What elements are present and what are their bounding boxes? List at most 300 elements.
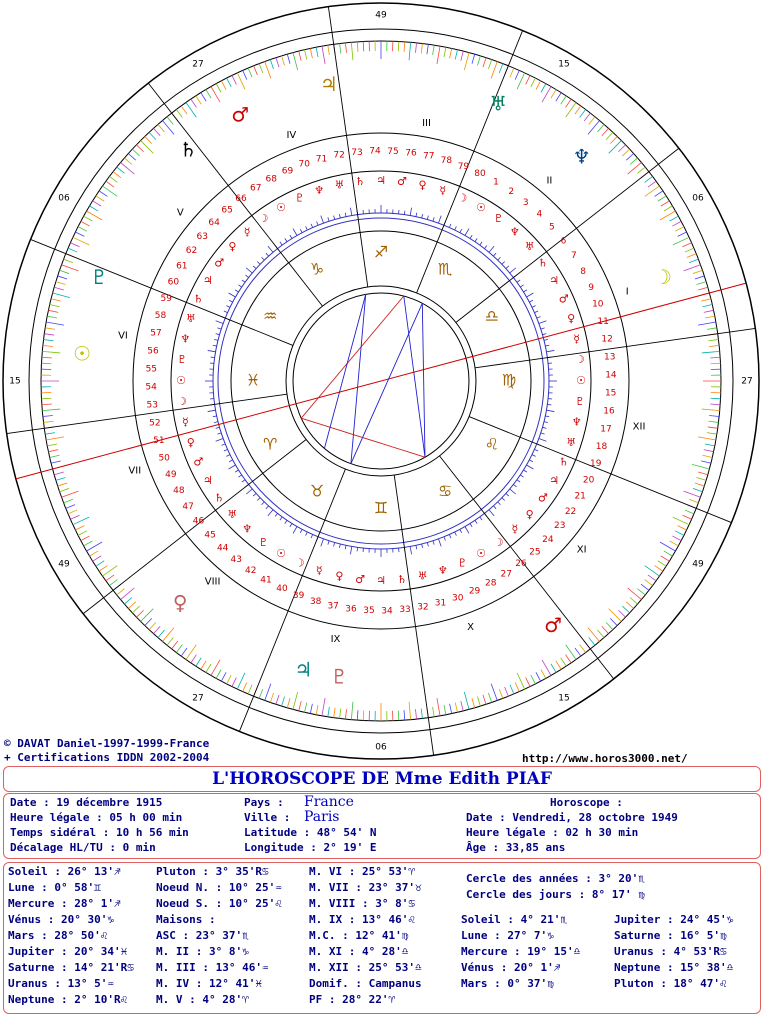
degree-tick (44, 334, 54, 335)
degree-tick (172, 641, 178, 649)
degree-tick (444, 47, 446, 57)
degree-tick (472, 54, 475, 64)
age-number: 67 (250, 183, 262, 194)
zodiac-sign-icon: ♉ (309, 481, 325, 501)
degree-tick (42, 404, 52, 405)
transit-planet-icon: ♂ (544, 613, 563, 638)
degree-tick (541, 84, 546, 93)
degree-tick (670, 216, 679, 221)
degree-tick (47, 444, 57, 446)
inner-tick (449, 534, 451, 538)
degree-tick (351, 702, 353, 720)
degree-tick (299, 701, 301, 711)
degree-tick (81, 221, 90, 226)
age-number: 73 (351, 147, 363, 158)
degree-tick (270, 60, 273, 69)
natal2-line: ASC : 23° 37'♏ (156, 929, 249, 942)
degree-tick (276, 58, 279, 68)
inner-tick (262, 257, 265, 260)
zodiac-sign-icon: ♍ (501, 370, 517, 390)
degree-tick (658, 196, 666, 201)
country-label: Pays : (244, 796, 284, 809)
site-url[interactable]: http://www.horos3000.net/ (522, 752, 688, 765)
degree-tick (678, 526, 687, 530)
degree-tick (45, 328, 55, 330)
degree-tick (282, 697, 285, 707)
age-number: 11 (597, 316, 609, 327)
house-label: III (422, 117, 431, 129)
degree-tick (588, 121, 600, 135)
degree-tick (678, 232, 687, 236)
age-number: 25 (529, 547, 541, 558)
degree-tick (588, 628, 600, 642)
age-number: 74 (369, 146, 381, 157)
inner-tick (449, 224, 451, 228)
transit-planet-icon: ♆ (572, 144, 591, 169)
progression-glyph-icon: ♃ (549, 474, 560, 487)
transit-age: Âge : 33,85 ans (466, 841, 566, 854)
degree-tick (75, 232, 84, 236)
degree-tick (113, 172, 121, 178)
age-number: 1 (493, 177, 499, 188)
progression-glyph-icon: ♀ (418, 178, 427, 192)
aspect-line (301, 418, 425, 457)
inner-tick (544, 422, 548, 423)
degree-tick (201, 661, 206, 669)
inner-tick (229, 465, 236, 469)
inner-tick (217, 433, 221, 434)
inner-tick (350, 546, 351, 554)
inner-tick (465, 229, 469, 236)
age-number: 7 (571, 251, 577, 262)
degree-tick (136, 610, 143, 617)
natal-line: Jupiter : 20° 34'♓ (8, 945, 128, 958)
degree-tick (697, 282, 707, 285)
progression-glyph-icon: ☽ (294, 556, 305, 570)
age-number: 5 (549, 222, 555, 233)
degree-tick (78, 227, 87, 232)
inner-tick (285, 238, 287, 241)
degree-tick (46, 437, 64, 440)
age-number: 48 (173, 486, 185, 497)
inner-tick (498, 502, 501, 505)
degree-tick (409, 42, 411, 60)
transits_a-line: Vénus : 20° 1'♐ (461, 961, 561, 974)
degree-tick (707, 433, 717, 435)
birth-info-box (3, 793, 761, 859)
natal2-line: Maisons : (156, 913, 216, 926)
birth-date: Date : 19 décembre 1915 (10, 796, 163, 809)
transit-planet-icon: ♇ (330, 664, 349, 689)
degree-tick (526, 678, 530, 687)
age-number: 60 (167, 277, 180, 288)
progression-glyph-icon: ♅ (185, 312, 196, 326)
degree-tick (66, 505, 75, 509)
degree-tick (167, 637, 173, 645)
age-number: 40 (276, 584, 288, 595)
degree-tick (93, 556, 101, 561)
progression-glyph-icon: ☉ (176, 374, 186, 387)
degree-tick (628, 162, 642, 174)
degree-tick (265, 62, 271, 79)
progression-glyph-icon: ☿ (439, 183, 447, 197)
inner-tick (433, 541, 434, 545)
houses-line: PF : 28° 22'♈ (309, 993, 396, 1006)
zodiac-sign-icon: ♋ (437, 481, 453, 501)
latitude: Latitude : 48° 54' N (244, 826, 377, 839)
degree-tick (455, 703, 457, 713)
city-label: Ville : (244, 811, 291, 824)
degree-tick (232, 75, 236, 84)
inner-tick (357, 547, 358, 551)
degree-tick (499, 64, 503, 73)
progression-glyph-icon: ☉ (576, 374, 586, 387)
progression-glyph-icon: ♀ (228, 240, 237, 254)
age-number: 16 (603, 406, 615, 417)
inner-tick (534, 311, 538, 313)
progression-glyph-icon: ☿ (315, 564, 323, 578)
degree-tick (254, 66, 258, 75)
degree-tick (703, 305, 713, 307)
transits_a-line: Mercure : 19° 15'♎ (461, 945, 581, 958)
inner-tick (410, 208, 411, 216)
inner-tick (300, 529, 302, 533)
inner-tick (253, 493, 256, 496)
degree-tick (711, 398, 721, 399)
degree-tick (45, 433, 55, 435)
progression-glyph-icon: ♆ (437, 564, 448, 578)
age-number: 52 (149, 418, 161, 429)
progression-glyph-icon: ☽ (457, 191, 468, 205)
progression-glyph-icon: ♃ (376, 174, 386, 187)
inner-tick (523, 470, 526, 472)
age-number: 75 (387, 146, 399, 157)
inner-tick (246, 489, 252, 494)
degree-tick (609, 141, 622, 154)
inner-tick (517, 480, 520, 482)
transits_a-line: Soleil : 4° 21'♏ (461, 913, 567, 926)
degree-tick (121, 162, 135, 174)
degree-tick (526, 75, 530, 84)
degree-tick (491, 62, 497, 79)
degree-tick (515, 70, 519, 79)
inner-tick (433, 217, 434, 221)
inner-tick (534, 449, 538, 451)
progression-glyph-icon: ♄ (558, 455, 569, 469)
transits_b-line: Pluton : 18° 47'♌ (614, 977, 727, 990)
degree-tick (675, 531, 684, 536)
degree-tick (541, 670, 546, 679)
house-label: I (625, 286, 629, 298)
copyright-line1: © DAVAT Daniel-1997-1999-France (4, 737, 210, 750)
degree-tick (664, 551, 673, 556)
degree-tick (433, 45, 435, 55)
degree-tick (196, 96, 201, 104)
degree-tick (698, 287, 708, 290)
age-number: 28 (485, 578, 497, 589)
degree-tick (689, 499, 698, 503)
age-number: 61 (176, 261, 188, 272)
degree-tick (109, 580, 117, 586)
progression-glyph-icon: ♂ (193, 455, 204, 469)
aspect-line (301, 296, 404, 418)
degree-tick (334, 708, 335, 718)
transits_b-line: Jupiter : 24° 45'♑ (614, 913, 734, 926)
inner-tick (532, 455, 536, 457)
inner-tick (498, 257, 501, 260)
degree-tick (60, 488, 69, 491)
degree-tick (675, 227, 684, 232)
age-number: 12 (601, 334, 613, 345)
degree-tick (602, 626, 609, 633)
transit-planet-icon: ♇ (90, 264, 109, 289)
age-number: 39 (292, 591, 305, 602)
natal2-line: M. IV : 12° 41'♓ (156, 977, 262, 990)
progression-glyph-icon: ♄ (193, 292, 204, 306)
progression-glyph-icon: ♆ (571, 415, 582, 429)
inner-tick (475, 238, 477, 241)
natal-line: Saturne : 14° 21'R♋ (8, 961, 134, 974)
house-label: X (467, 622, 475, 634)
degree-tick (689, 259, 698, 263)
inner-tick (226, 455, 230, 457)
degree-tick (483, 695, 486, 705)
degree-tick (427, 44, 428, 54)
age-number: 3 (522, 197, 529, 208)
degree-tick (243, 682, 247, 691)
progression-glyph-icon: ♀ (186, 435, 195, 449)
age-number: 36 (345, 604, 357, 615)
degree-tick (149, 132, 156, 139)
degree-tick (345, 709, 346, 719)
inner-tick (293, 229, 297, 236)
outer-number: 06 (58, 193, 70, 204)
progression-glyph-icon: ☿ (243, 225, 251, 239)
house-label: VIII (204, 576, 221, 588)
transit-planet-icon: ♅ (489, 91, 508, 116)
inner-tick (455, 226, 457, 230)
degree-tick (703, 455, 713, 457)
progression-glyph-icon: ♇ (294, 191, 305, 205)
degree-tick (145, 136, 152, 143)
degree-tick (128, 153, 135, 160)
degree-tick (340, 44, 341, 54)
degree-tick (710, 357, 720, 358)
degree-tick (259, 64, 263, 73)
progression-glyph-icon: ♄ (396, 572, 407, 586)
degree-tick (610, 618, 617, 625)
inner-tick (224, 449, 228, 451)
degree-tick (437, 46, 440, 64)
degree-tick (705, 444, 715, 446)
inner-tick (513, 484, 516, 486)
degree-tick (136, 145, 143, 152)
inner-tick (214, 339, 218, 340)
inner-tick (246, 268, 252, 273)
degree-tick (648, 575, 656, 581)
degree-tick (90, 206, 99, 211)
degree-tick (48, 450, 58, 452)
degree-tick (697, 477, 707, 480)
inner-tick (345, 545, 346, 549)
inner-tick (224, 311, 228, 313)
degree-tick (56, 477, 66, 480)
age-number: 63 (196, 231, 208, 242)
degree-tick (705, 316, 715, 318)
aspect-line (324, 294, 365, 448)
degree-tick (53, 293, 70, 298)
degree-tick (64, 259, 73, 263)
inner-tick (257, 498, 260, 501)
house-label: IX (330, 634, 341, 646)
degree-tick (221, 672, 226, 681)
age-number: 79 (457, 161, 470, 172)
degree-tick (237, 673, 245, 689)
degree-tick (693, 488, 702, 491)
transits_a-line: Lune : 27° 7'♑ (461, 929, 554, 942)
degree-tick (584, 113, 590, 121)
degree-tick (316, 705, 318, 715)
degree-tick (556, 93, 561, 101)
inner-tick (317, 222, 318, 226)
inner-tick (229, 293, 236, 297)
age-number: 46 (192, 516, 205, 527)
degree-tick (658, 561, 666, 566)
age-number: 6 (560, 236, 567, 247)
degree-tick (709, 415, 719, 416)
degree-tick (78, 531, 87, 536)
inner-tick (321, 216, 324, 224)
degree-tick (606, 622, 613, 629)
inner-tick (300, 229, 302, 233)
degree-tick (664, 206, 673, 211)
inner-tick (545, 345, 549, 346)
age-number: 10 (592, 299, 604, 310)
degree-tick (464, 53, 469, 70)
degree-tick (50, 305, 60, 307)
degree-tick (477, 56, 480, 66)
inner-tick (537, 317, 541, 318)
natal2-line: Noeud N. : 10° 25'♒ (156, 881, 282, 894)
degree-tick (176, 109, 182, 117)
degree-tick (433, 707, 435, 717)
inner-tick (285, 520, 287, 523)
degree-tick (661, 201, 669, 206)
zodiac-sign-icon: ♑ (309, 259, 325, 279)
inner-tick (214, 422, 218, 423)
degree-tick (702, 351, 720, 353)
age-number: 9 (588, 282, 594, 293)
degree-tick (610, 136, 617, 143)
degree-tick (444, 705, 446, 715)
progression-glyph-icon: ♂ (558, 292, 569, 306)
degree-tick (398, 41, 399, 51)
inner-tick (216, 334, 220, 335)
progression-glyph-icon: ☉ (476, 200, 486, 214)
degree-tick (673, 517, 689, 525)
degree-tick (221, 81, 226, 90)
degree-tick (682, 515, 691, 519)
age-number: 77 (423, 151, 435, 162)
degree-tick (597, 124, 604, 132)
inner-tick (213, 416, 217, 417)
degree-tick (589, 117, 595, 125)
degree-tick (68, 510, 77, 514)
degree-tick (461, 51, 463, 61)
degree-tick (687, 254, 696, 258)
inner-tick (245, 275, 248, 277)
inner-tick (306, 226, 308, 230)
inner-tick (526, 465, 533, 469)
degree-tick (310, 704, 312, 714)
degree-tick (531, 675, 536, 684)
degree-tick (51, 299, 61, 301)
degree-tick (73, 237, 89, 245)
degree-tick (404, 710, 405, 720)
progression-glyph-icon: ♀ (335, 569, 344, 583)
degree-tick (685, 248, 694, 252)
degree-tick (673, 237, 689, 245)
outer-number: 15 (9, 376, 21, 387)
inner-tick (290, 235, 292, 238)
inner-tick (339, 544, 340, 548)
age-number: 58 (154, 311, 167, 322)
inner-tick (275, 513, 277, 516)
age-number: 72 (333, 150, 345, 161)
inner-tick (460, 529, 462, 533)
transit-planet-icon: ♃ (319, 72, 338, 97)
degree-tick (499, 689, 503, 698)
degree-tick (566, 99, 572, 107)
progression-glyph-icon: ☽ (493, 535, 504, 549)
degree-tick (54, 472, 64, 475)
age-number: 43 (230, 555, 242, 566)
inner-tick (229, 460, 233, 462)
city-value: Paris (304, 809, 340, 825)
degree-tick (421, 44, 422, 54)
degree-tick (641, 584, 649, 590)
zodiac-sign-icon: ♎ (484, 306, 500, 326)
inner-tick (280, 242, 282, 245)
progression-glyph-icon: ♆ (314, 183, 325, 197)
progression-glyph-icon: ♅ (417, 569, 428, 583)
inner-tick (238, 285, 241, 287)
outer-number: 15 (558, 59, 570, 70)
degree-tick (54, 287, 64, 290)
degree-tick (701, 461, 711, 463)
inner-tick (257, 262, 260, 265)
progression-glyph-icon: ☉ (476, 547, 486, 561)
progression-glyph-icon: ♆ (509, 225, 520, 239)
age-number: 31 (434, 598, 447, 609)
inner-tick (422, 214, 423, 218)
age-number: 78 (440, 155, 453, 166)
inner-tick (334, 216, 335, 220)
degree-tick (206, 664, 211, 673)
transit-planet-icon: ☽ (653, 264, 672, 289)
degree-tick (162, 121, 174, 135)
inner-tick (311, 534, 313, 538)
zodiac-sign-icon: ♐ (373, 242, 389, 262)
degree-tick (645, 580, 653, 586)
degree-tick (51, 461, 61, 463)
inner-tick (208, 350, 216, 351)
inner-tick (416, 213, 417, 217)
inner-tick (410, 546, 411, 554)
progression-glyph-icon: ♇ (493, 212, 504, 226)
progression-glyph-icon: ☽ (177, 394, 188, 408)
natal2-line: M. II : 3° 8'♑ (156, 945, 249, 958)
